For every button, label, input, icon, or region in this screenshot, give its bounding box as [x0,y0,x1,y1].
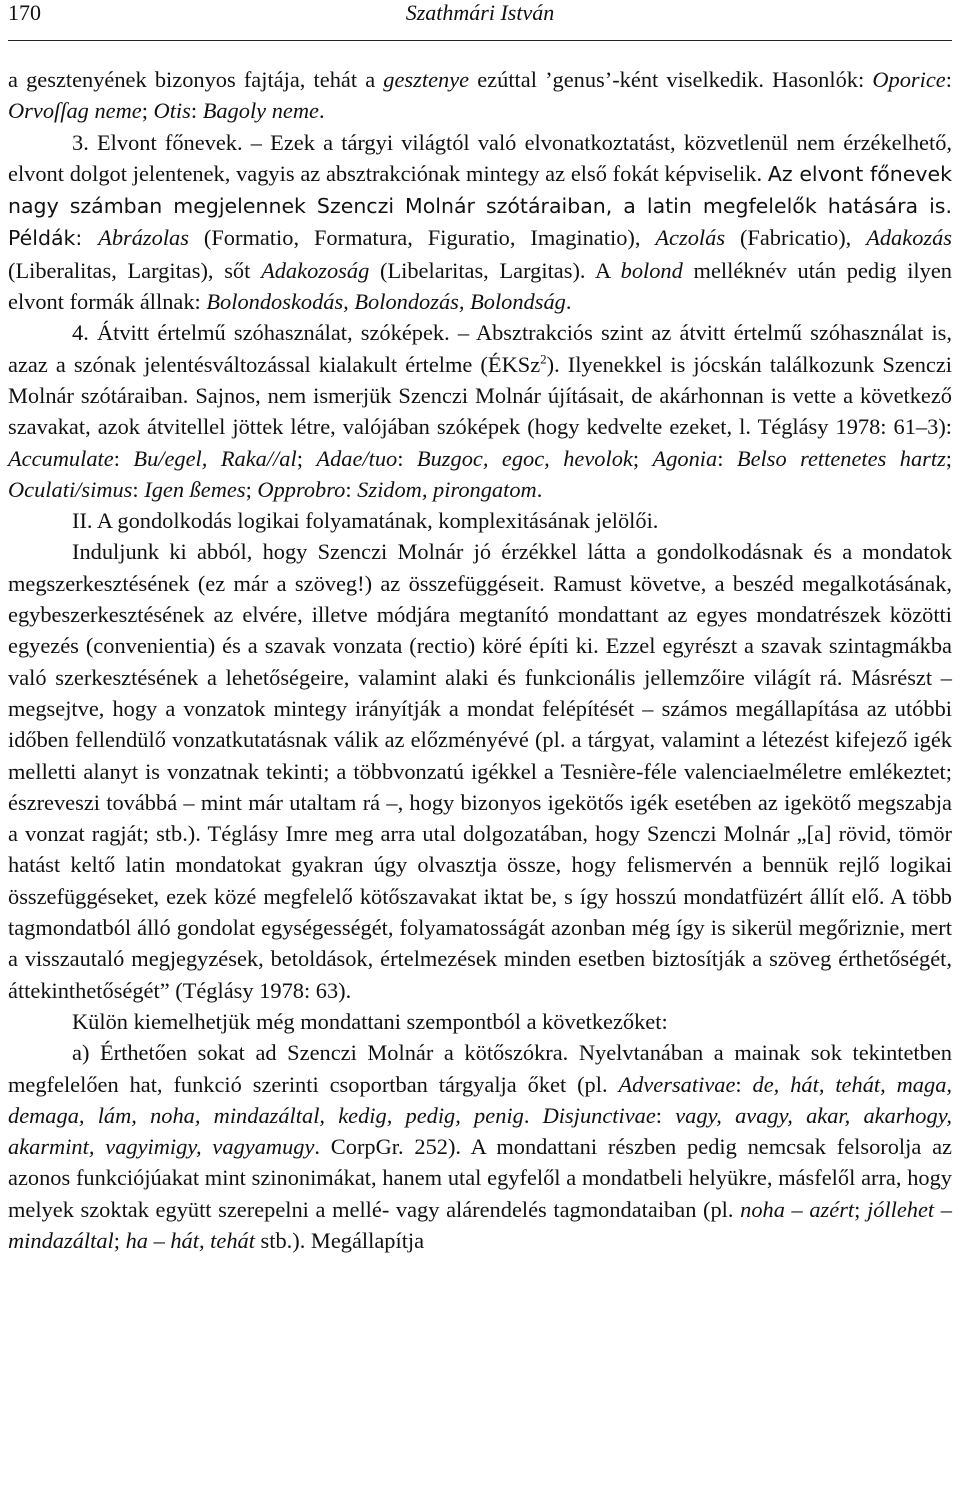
paragraph-3: 4. Átvitt értelmű szóhasználat, szóképek. – Absztrakciós szint az átvitt értelmű szóhasználat is, azaz a szónak jelentésváltozással kialakult értelme (ÉKSz$^2$). Ilyenekkel is jócskán találkozunk Szenczi Molnár szótáraiban. Sajnos, nem ismerjük Szenczi Molnár újításait, de akárhonnan is vette a következő szavakat, azok átvitellel jöttek létre, valójában szóképek (hogy kedvelte ezeket, l. Téglásy 1978: 61–3): Accumulate: Bu/egel, Raka//al; Adae/tuo: Buzgoc, egoc, hevolok; Agonia: Belso rettenetes hartz; Oculati/simus: Igen ßemes; Opprobro: Szidom, pirongatom. [8,320,953,502]
body-text [8,64,952,1256]
paragraph-1: a gesztenyének bizonyos fajtája, tehát a gesztenye ezúttal ’genus’-ként viselkedik. Hasonlók: Oporice: Orvoſſag neme; Otis: Bagoly neme. [8,67,952,124]
paragraph-6: Külön kiemelhetjük még mondattani szempontból a következőket: [72,1008,668,1034]
running-head-author: Szathmári István [405,0,555,25]
section-heading-ii: II. A gondolkodás logikai folyamatának, komplexitásának jelölői. [72,508,659,534]
paragraph-5: Induljunk ki abból, hogy Szenczi Molnár jó érzékkel látta a gondolkodásnak és a mondatok megszerkesztésének (ez már a szöveg!) az összefüggéseit. Ramust követve, a beszéd megalkotásának, egybeszerkesztésének az elvére, illetve módjára megtanító mondattant az egyes mondatrészek közötti egyezés (convenientia) és a szavak vonzata (rectio) köré építi ki. Ezzel egyrészt a szavak szintagmákba való szerkesztésének a lehetőségeire, valamint alaki és funkcionális jellemzőire világít rá. Másrészt – megsejtve, hogy a vonzatok mintegy irányítják a mondat felépítését – számos megállapítása az utóbbi időben fellendülő vonzatkutatásnak válik az előzményévé (pl. a tárgyat, valamint a létezést kifejező igék melletti alanyt is vonzatnak tekinti; a többvonzatú igékkel a Tesnière-féle valenciaelméletre emlékeztet; észreveszi továbbá – mint már utaltam rá –, hogy bizonyos igekötős igék esetében az igekötő megszabja a vonzat ragját; stb.). Téglásy Imre meg arra utal dolgozatában, hogy Szenczi Molnár „[a] rövid, tömör hatást keltő latin mondatokat gyakran úgy olvasztja össze, hogy felismervén a bennük rejlő logikai összefüggéseket, ezek közé megfelelő kötőszavakat iktat be, s így hosszú mondatfüzért állít elő. A több tagmondatból álló gondolat egységességét, folyamatosságát azonban még így is sikerül megőriznie, mert a visszautaló megjegyzések, betoldások, értelmezések minden esetben biztosítják a szöveg érthetőségét, áttekinthetőségét” (Téglásy 1978: 63). [8,539,952,1003]
page-header [8,0,952,41]
page-number: 170 [8,0,41,25]
paragraph-2: 3. Elvont főnevek. – Ezek a tárgyi világtól való elvonatkoztatást, közvetlenül nem érzékelhető, elvont dolgot jelentenek, vagyis az absztrakciónak mintegy az első fokát képviselik. Az elvont főnevek nagy számban megjelennek Szenczi Molnár szótáraiban, a latin megfelelők hatására is. Példák: Abrázolas (Formatio, Formatura, Figuratio, Imaginatio), Aczolás (Fabricatio), Adakozás (Liberalitas, Largitas), sőt Adakozoság (Libelaritas, Largitas). A bolond melléknév után pedig ilyen elvont formák állnak: Bolondoskodás, Bolondozás, Bolondság. [8,129,953,315]
paragraph-7: a) Érthetően sokat ad Szenczi Molnár a kötőszókra. Nyelvtanában a mainak sok tekintetben megfelelően hat, funkció szerinti csoportban tárgyalja őket (pl. Adversativae: de, hát, tehát, maga, demaga, lám, noha, mindazáltal, kedig, pedig, penig. Disjunctivae: vagy, avagy, akar, akarhogy, akarmint, vagyimigy, vagyamugy. CorpGr. 252). A mondattani részben pedig nemcsak felsorolja az azonos funkciójúakat mint szinonimákat, hanem utal egyfelől a mondatbeli helyükre, másfelől arra, hogy melyek szoktak együtt szerepelni a mellé- vagy alárendelés tagmondataiban (pl. noha – azért; jóllehet – mindazáltal; ha – hát, tehát stb.). Megállapítja [8,1040,952,1253]
